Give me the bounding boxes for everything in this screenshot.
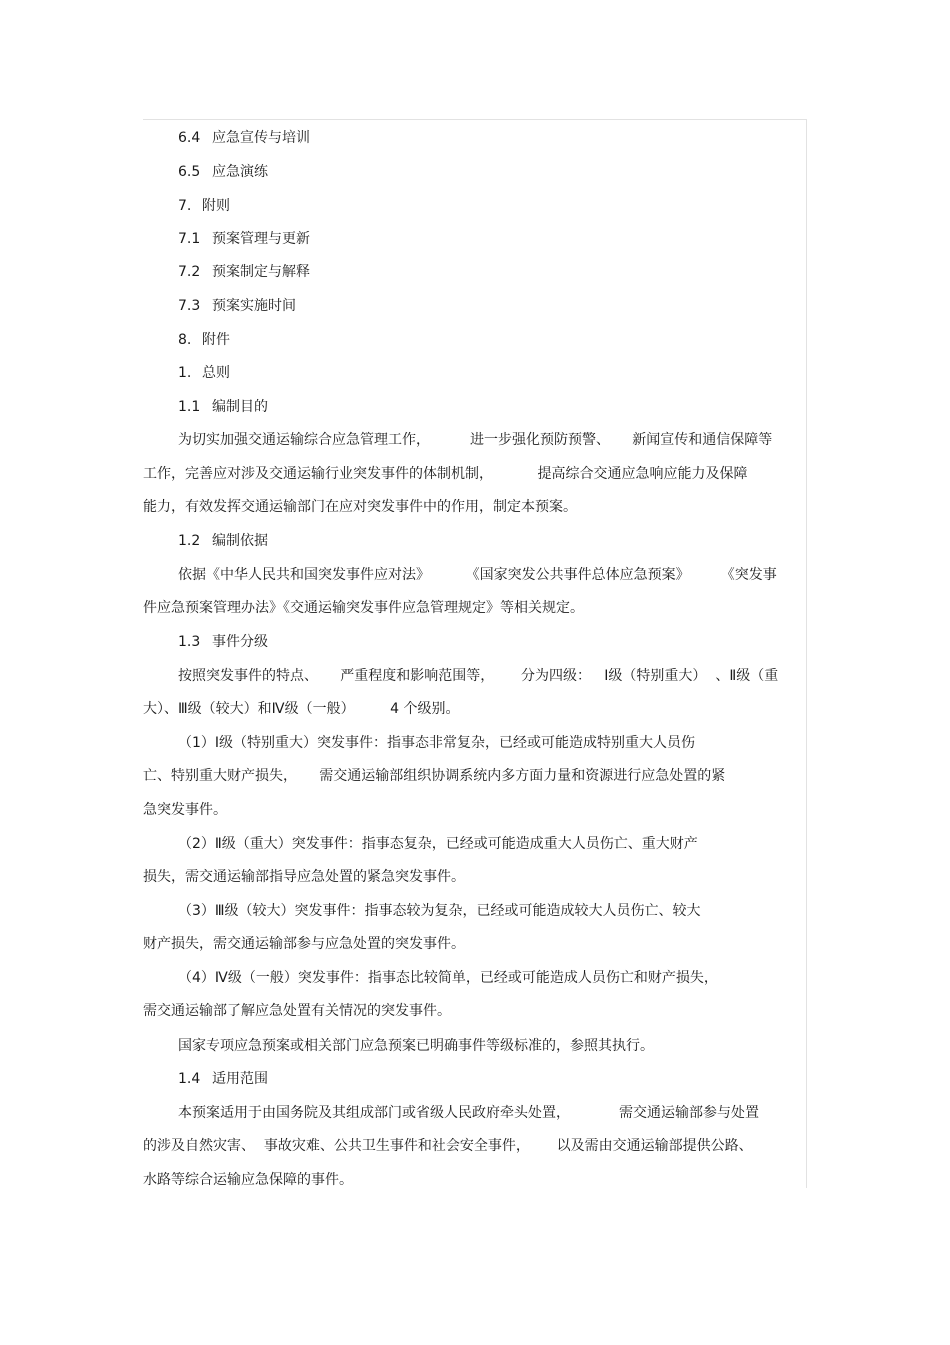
heading-number: 6.5 bbox=[178, 164, 201, 180]
grading-line-1: 按照突发事件的特点、 严重程度和影响范围等， 分为四级： Ⅰ级（特别重大） 、Ⅱ级（重 bbox=[178, 668, 779, 684]
heading-number: 6.4 bbox=[178, 130, 201, 146]
grading-line-2: 大）、Ⅲ级（较大）和Ⅳ级（一般） 4 个级别。 bbox=[143, 701, 460, 717]
heading-number: 7.2 bbox=[178, 264, 201, 280]
heading-number: 1.3 bbox=[178, 634, 201, 650]
level3-line-2: 财产损失，需交通运输部参与应急处置的突发事件。 bbox=[143, 936, 465, 952]
heading-6-5 bbox=[178, 162, 268, 182]
level4-line-1: （4）Ⅳ级（一般）突发事件：指事态比较简单，已经或可能造成人员伤亡和财产损失， bbox=[178, 970, 718, 986]
heading-number: 1.4 bbox=[178, 1071, 201, 1087]
heading-7 bbox=[178, 196, 230, 216]
level1-line-3: 急突发事件。 bbox=[143, 802, 227, 818]
heading-number: 1.2 bbox=[178, 533, 201, 549]
level1-line-2: 亡、特别重大财产损失， 需交通运输部组织协调系统内多方面力量和资源进行应急处置的紧 bbox=[143, 768, 726, 784]
scope-line-3: 水路等综合运输应急保障的事件。 bbox=[143, 1172, 353, 1188]
heading-7-2 bbox=[178, 262, 310, 282]
level1-line-1: （1）Ⅰ级（特别重大）突发事件：指事态非常复杂，已经或可能造成特别重大人员伤 bbox=[178, 735, 696, 751]
heading-7-1 bbox=[178, 229, 310, 249]
heading-number: 1. bbox=[178, 365, 192, 381]
heading-6-4 bbox=[178, 128, 310, 148]
heading-title: 应急演练 bbox=[212, 164, 268, 180]
heading-1 bbox=[178, 363, 230, 383]
heading-title: 预案管理与更新 bbox=[212, 231, 310, 247]
heading-title: 编制目的 bbox=[212, 399, 268, 415]
heading-title: 预案实施时间 bbox=[212, 298, 296, 314]
heading-title: 事件分级 bbox=[212, 634, 268, 650]
basis-line-1: 依据《中华人民共和国突发事件应对法》 《国家突发公共事件总体应急预案》 《突发事 bbox=[178, 567, 777, 583]
purpose-line-3: 能力，有效发挥交通运输部门在应对突发事件中的作用，制定本预案。 bbox=[143, 499, 577, 515]
reference-line-1: 国家专项应急预案或相关部门应急预案已明确事件等级标准的，参照其执行。 bbox=[178, 1038, 654, 1054]
heading-title: 附件 bbox=[202, 332, 230, 348]
heading-7-3 bbox=[178, 296, 296, 316]
heading-title: 附则 bbox=[202, 198, 230, 214]
heading-1-3 bbox=[178, 632, 268, 652]
heading-1-2 bbox=[178, 531, 268, 551]
heading-number: 7.3 bbox=[178, 298, 201, 314]
level3-line-1: （3）Ⅲ级（较大）突发事件：指事态较为复杂，已经或可能造成较大人员伤亡、较大 bbox=[178, 903, 701, 919]
purpose-line-2: 工作，完善应对涉及交通运输行业突发事件的体制机制， 提高综合交通应急响应能力及保障 bbox=[143, 466, 748, 482]
purpose-line-1: 为切实加强交通运输综合应急管理工作， 进一步强化预防预警、 新闻宣传和通信保障等 bbox=[178, 432, 773, 448]
level4-line-2: 需交通运输部了解应急处置有关情况的突发事件。 bbox=[143, 1003, 451, 1019]
heading-title: 适用范围 bbox=[212, 1071, 268, 1087]
heading-title: 总则 bbox=[202, 365, 230, 381]
heading-1-1 bbox=[178, 397, 268, 417]
level2-line-2: 损失，需交通运输部指导应急处置的紧急突发事件。 bbox=[143, 869, 465, 885]
heading-number: 8. bbox=[178, 332, 192, 348]
heading-number: 1.1 bbox=[178, 399, 201, 415]
heading-number: 7. bbox=[178, 198, 192, 214]
level2-line-1: （2）Ⅱ级（重大）突发事件：指事态复杂，已经或可能造成重大人员伤亡、重大财产 bbox=[178, 836, 698, 852]
heading-title: 编制依据 bbox=[212, 533, 268, 549]
heading-title: 应急宣传与培训 bbox=[212, 130, 310, 146]
heading-number: 7.1 bbox=[178, 231, 201, 247]
heading-title: 预案制定与解释 bbox=[212, 264, 310, 280]
scope-line-1: 本预案适用于由国务院及其组成部门或省级人民政府牵头处置， 需交通运输部参与处置 bbox=[178, 1105, 759, 1121]
heading-8 bbox=[178, 330, 230, 350]
scope-line-2: 的涉及自然灾害、 事故灾难、公共卫生事件和社会安全事件， 以及需由交通运输部提供公路、 bbox=[143, 1138, 753, 1154]
heading-1-4 bbox=[178, 1069, 268, 1089]
basis-line-2: 件应急预案管理办法》《交通运输突发事件应急管理规定》等相关规定。 bbox=[143, 600, 584, 616]
